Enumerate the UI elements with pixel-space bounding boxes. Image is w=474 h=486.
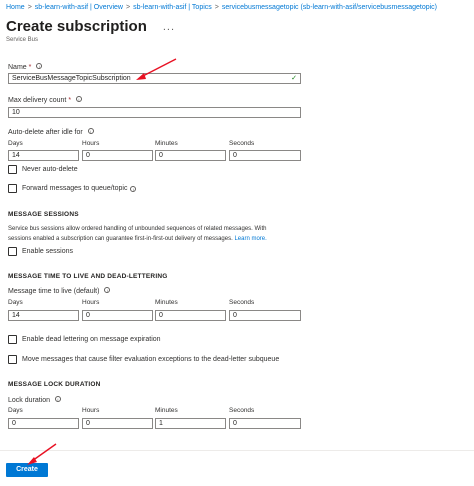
lock-duration-heading: MESSAGE LOCK DURATION (8, 381, 101, 388)
enable-sessions-label: Enable sessions (22, 248, 73, 255)
lock-days-label: Days (8, 407, 23, 414)
page-title: Create subscription (6, 18, 147, 35)
ttl-seconds-label: Seconds (229, 299, 255, 306)
info-icon[interactable]: i (55, 396, 61, 402)
create-button[interactable]: Create (6, 463, 48, 477)
auto-delete-seconds-label: Seconds (229, 140, 255, 147)
lock-seconds-input[interactable]: 0 (229, 418, 301, 429)
auto-delete-hours-label: Hours (82, 140, 100, 147)
sessions-desc-line1: Service bus sessions allow ordered handling of unbounded sequences of related messages. With (8, 226, 267, 232)
auto-delete-days-label: Days (8, 140, 23, 147)
auto-delete-minutes-label: Minutes (155, 140, 178, 147)
info-icon[interactable]: i (36, 63, 42, 69)
lock-minutes-input[interactable]: 1 (155, 418, 226, 429)
ttl-label-text: Message time to live (default) (8, 288, 100, 295)
more-options-button[interactable]: ... (162, 20, 176, 33)
breadcrumb-separator: > (214, 4, 219, 11)
checkmark-icon: ✓ (291, 75, 297, 82)
ttl-hours-label: Hours (82, 299, 100, 306)
lock-seconds-label: Seconds (229, 407, 255, 414)
create-button-annotation-arrow (27, 444, 56, 465)
info-icon[interactable]: i (76, 96, 82, 102)
forward-messages-label: Forward messages to queue/topic (22, 185, 128, 192)
auto-delete-hours-input[interactable]: 0 (82, 150, 153, 161)
breadcrumb-separator: > (125, 4, 131, 11)
breadcrumb-separator: > (27, 4, 32, 11)
sessions-desc-line2: sessions enabled a subscription can guarantee first-in-first-out delivery of messages. (8, 236, 233, 242)
ttl-days-input[interactable]: 14 (8, 310, 79, 321)
info-icon[interactable]: i (88, 128, 94, 134)
lock-hours-input[interactable]: 0 (82, 418, 153, 429)
page-subtitle: Service Bus (6, 37, 39, 43)
lock-minutes-label: Minutes (155, 407, 178, 414)
required-mark: * (28, 64, 32, 71)
ttl-seconds-input[interactable]: 0 (229, 310, 301, 321)
auto-delete-label-text: Auto-delete after idle for (8, 129, 83, 136)
lock-duration-label-text: Lock duration (8, 397, 51, 404)
info-icon[interactable]: i (130, 186, 136, 192)
breadcrumb-home[interactable]: Home (6, 4, 25, 11)
max-delivery-input[interactable]: 10 (8, 107, 301, 118)
ttl-heading: MESSAGE TIME TO LIVE AND DEAD-LETTERING (8, 273, 168, 280)
max-delivery-label-text: Max delivery count (8, 97, 67, 104)
ttl-hours-input[interactable]: 0 (82, 310, 153, 321)
learn-more-link[interactable]: Learn more. (234, 236, 267, 242)
message-sessions-heading: MESSAGE SESSIONS (8, 211, 79, 218)
info-icon[interactable]: i (104, 287, 110, 293)
required-mark: * (68, 97, 72, 104)
breadcrumb-topics[interactable]: sb-learn-with-asif | Topics (133, 4, 212, 11)
auto-delete-days-input[interactable]: 14 (8, 150, 79, 161)
lock-hours-label: Hours (82, 407, 100, 414)
auto-delete-minutes-input[interactable]: 0 (155, 150, 226, 161)
breadcrumb-namespace-overview[interactable]: sb-learn-with-asif | Overview (34, 4, 123, 11)
name-input-value: ServiceBusMessageTopicSubscription (12, 75, 131, 82)
dead-letter-label: Enable dead lettering on message expiration (22, 336, 161, 343)
ttl-minutes-label: Minutes (155, 299, 178, 306)
never-auto-delete-label: Never auto-delete (22, 166, 78, 173)
name-field-annotation-arrow (136, 59, 176, 80)
breadcrumb-topic[interactable]: servicebusmessagetopic (sb-learn-with-asif/servicebusmessagetopic) (221, 4, 438, 11)
name-label-text: Name (8, 64, 27, 71)
filter-evaluation-label: Move messages that cause filter evaluation exceptions to the dead-letter subqueue (22, 356, 280, 363)
lock-days-input[interactable]: 0 (8, 418, 79, 429)
ttl-minutes-input[interactable]: 0 (155, 310, 226, 321)
auto-delete-seconds-input[interactable]: 0 (229, 150, 301, 161)
ttl-days-label: Days (8, 299, 23, 306)
